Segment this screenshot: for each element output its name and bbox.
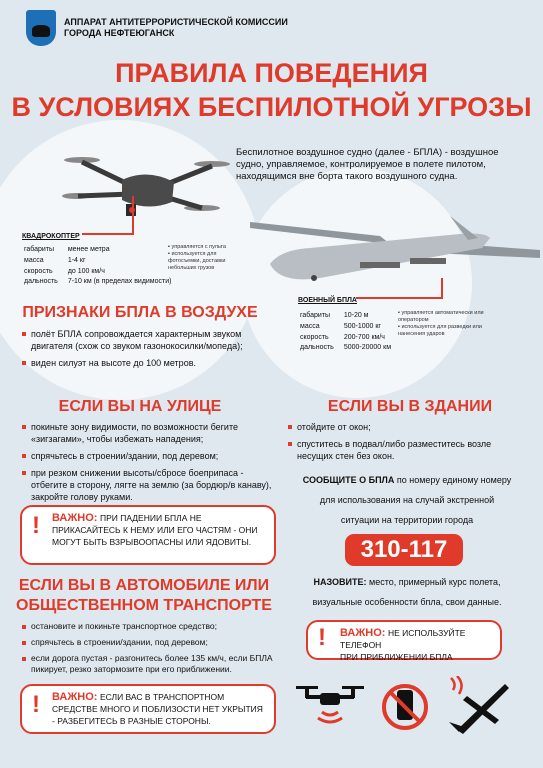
phone-warning — [306, 620, 502, 660]
military-drone-illustration — [250, 192, 540, 297]
list-item: спуститесь в подвал/либо разместитесь возле несущих стен без окон. — [288, 438, 528, 462]
warning-label: ВАЖНО: — [52, 691, 98, 703]
title-line-1: ПРАВИЛА ПОВЕДЕНИЯ — [115, 58, 428, 88]
city-crest-icon — [26, 10, 56, 46]
note-item: ▪ используется для фотосъемки, доставки небольших грузов — [168, 251, 248, 272]
warning-text-1: НЕ ИСПОЛЬЗУЙТЕ ТЕЛЕФОН — [340, 628, 466, 650]
emergency-phone: 310-117 — [345, 534, 463, 566]
spec-key: габариты — [24, 246, 55, 253]
spec-value: 200-700 км/ч — [343, 333, 385, 341]
list-item: остановите и покиньте транспортное средство; — [22, 621, 284, 632]
report-line-1 — [282, 470, 532, 490]
military-specs — [298, 310, 401, 355]
quadcopter-illustration — [62, 150, 232, 230]
list-item: если дорога пустая - разгонитесь более 135 км/ч, если БПЛА пикирует, резко затормозите при его приближении. — [22, 653, 284, 675]
no-phone-icon — [380, 682, 430, 732]
vehicle-warning — [20, 684, 276, 734]
building-heading: ЕСЛИ ВЫ В ЗДАНИИ — [327, 398, 493, 415]
signs-heading: ПРИЗНАКИ БПЛА В ВОЗДУХЕ — [22, 304, 258, 321]
military-drone-icon — [445, 676, 517, 738]
spec-value: менее метра — [67, 246, 110, 253]
exclamation-icon: ! — [32, 512, 40, 539]
spec-row — [300, 344, 399, 353]
spec-value: 500-1000 кг — [343, 322, 381, 330]
spec-value: 7-10 км (в пределах видимости) — [67, 278, 172, 286]
spec-row — [24, 246, 179, 255]
header — [26, 10, 288, 46]
warning-text: ПРИ ПАДЕНИИ БПЛА НЕ ПРИКАСАЙТЕСЬ К НЕМУ ИЛИ ЕГО ЧАСТЯМ - ОНИ МОГУТ БЫТЬ ВЗРЫВООПАСНЫ ИЛИ ЯДОВИТЫ. — [52, 513, 258, 547]
vehicle-heading — [14, 576, 274, 616]
quadcopter-sound-icon — [292, 680, 368, 730]
warning-text: ЕСЛИ ВАС В ТРАНСПОРТНОМ СРЕДСТВЕ МНОГО И ПОБЛИЗОСТИ НЕТ УКРЫТИЯ - РАЗБЕГИТЕСЬ В РАЗНЫЕ СТОРОНЫ. — [52, 692, 263, 726]
list-item: спрячьтесь в строении/здании, под деревом; — [22, 637, 284, 648]
exclamation-icon: ! — [32, 691, 40, 718]
quadcopter-pointer — [132, 196, 134, 234]
list-item: спрячьтесь в строении/здании, под деревом; — [22, 450, 280, 462]
note-item: ▪ управляется автоматически или оператором — [398, 310, 498, 324]
warning-text-2: ПРИ ПРИБЛИЖЕНИИ БПЛА — [340, 652, 453, 662]
spec-key: дальность — [300, 344, 334, 352]
military-notes — [398, 310, 498, 338]
list-item: при резком снижении высоты/сбросе боеприпаса - отбегите в сторону, лягте на землю (за бордюр/в канаву), закройте голову руками. — [22, 467, 280, 503]
spec-key: масса — [300, 322, 320, 330]
list-item: отойдите от окон; — [288, 421, 528, 433]
vehicle-list — [22, 621, 284, 680]
report-lead: СООБЩИТЕ О БПЛА — [302, 475, 395, 485]
vehicle-heading-line-1: ЕСЛИ ВЫ В АВТОМОБИЛЕ ИЛИ — [18, 577, 270, 594]
organization-name — [64, 17, 288, 39]
name-label: НАЗОВИТЕ: — [313, 577, 367, 587]
vehicle-heading-line-2: ОБЩЕСТВЕННОМ ТРАНСПОРТЕ — [16, 597, 272, 614]
spec-key: скорость — [24, 267, 53, 275]
quadcopter-label: КВАДРОКОПТЕР — [22, 233, 80, 240]
warning-label: ВАЖНО: — [52, 512, 98, 524]
military-pointer — [441, 278, 443, 298]
spec-value: 5000-20000 км — [343, 344, 392, 352]
quadcopter-pointer-h — [82, 233, 134, 235]
org-line-1: АППАРАТ АНТИТЕРРОРИСТИЧЕСКОЙ КОМИССИИ — [64, 17, 288, 27]
street-warning — [20, 505, 276, 565]
spec-row — [300, 323, 399, 332]
report-line-3: ситуации на территории города — [340, 515, 474, 525]
spec-row — [24, 257, 179, 266]
name-line-1 — [282, 572, 532, 592]
street-heading: ЕСЛИ ВЫ НА УЛИЦЕ — [58, 398, 222, 415]
spec-key: дальность — [24, 278, 58, 286]
spec-row — [24, 268, 179, 277]
spec-row — [300, 334, 399, 343]
spec-key: габариты — [300, 312, 331, 319]
spec-value: 1-4 кг — [67, 256, 86, 264]
note-item: ▪ используется для разведки или нанесения ударов — [398, 324, 498, 338]
warning-label: ВАЖНО: — [340, 627, 386, 639]
name-text-2: визуальные особенности бпла, свои данные. — [312, 597, 502, 607]
street-list — [22, 421, 280, 508]
report-instructions — [282, 470, 532, 530]
quadcopter-specs — [22, 244, 181, 289]
spec-value: 10-20 м — [343, 312, 369, 319]
building-list — [288, 421, 528, 467]
spec-key: скорость — [300, 333, 329, 341]
page-title — [0, 56, 543, 124]
note-item: ▪ управляется с пульта — [168, 244, 248, 251]
report-name-block — [282, 572, 532, 612]
spec-key: масса — [24, 256, 44, 264]
military-pointer-h — [356, 297, 443, 299]
name-text-1: место, примерный курс полета, — [369, 577, 501, 587]
signs-list — [22, 328, 277, 374]
exclamation-icon: ! — [318, 624, 326, 651]
quadcopter-notes — [168, 244, 248, 272]
military-drone-label: ВОЕННЫЙ БПЛА — [298, 297, 357, 304]
list-item: полёт БПЛА сопровождается характерным звуком двигателя (схож со звуком газонокосилки/мопеда); — [22, 328, 277, 352]
org-line-2: ГОРОДА НЕФТЕЮГАНСК — [64, 28, 175, 38]
spec-row — [300, 312, 399, 321]
bpla-definition: Беспилотное воздушное судно (далее - БПЛА) - воздушное судно, управляемое, контролируемое в полете пилотом, находящимся вне борта такого воздушного судна. — [236, 147, 499, 182]
list-item: виден силуэт на высоте до 100 метров. — [22, 357, 277, 369]
report-line-2: для использования на случай экстренной — [319, 495, 495, 505]
title-line-2: В УСЛОВИЯХ БЕСПИЛОТНОЙ УГРОЗЫ — [11, 92, 532, 122]
spec-row — [24, 278, 179, 287]
report-line-1-rest: по номеру единому номеру — [396, 475, 512, 485]
spec-value: до 100 км/ч — [67, 267, 105, 275]
list-item: покиньте зону видимости, по возможности бегите «зигзагами», чтобы избежать нападения; — [22, 421, 280, 445]
